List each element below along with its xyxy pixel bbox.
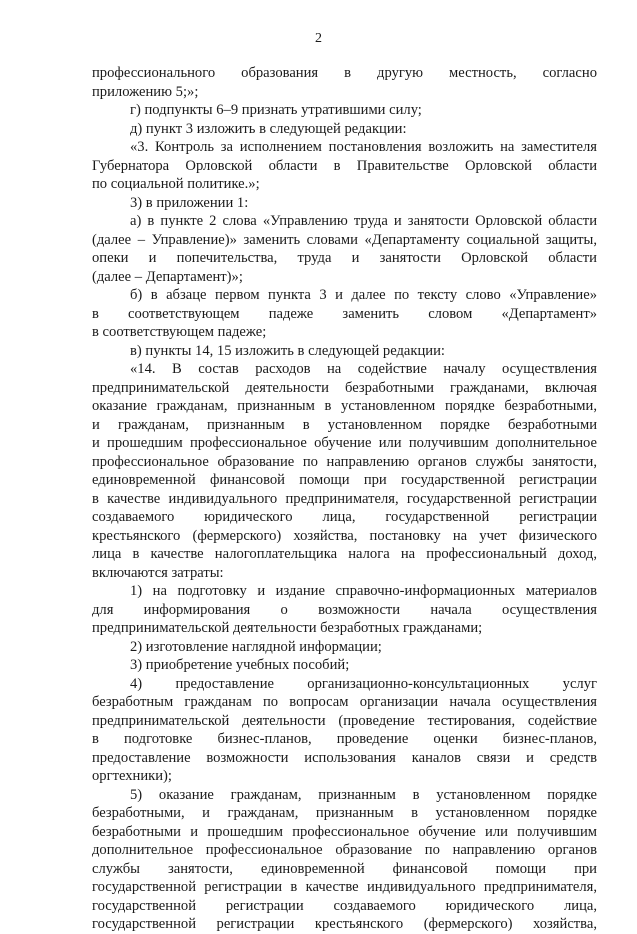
text-line: «14. В состав расходов на содействие началу осуществления xyxy=(130,361,597,377)
text-line: (далее – Департамент)»; xyxy=(92,268,243,285)
text-line: 3) в приложении 1: xyxy=(130,194,249,211)
text-line: в качестве индивидуального предпринимателя, государственной регистрации xyxy=(92,490,597,507)
text-line: 4) предоставление организационно-консультационных услуг xyxy=(130,675,597,692)
text-line: дополнительное профессиональное образование по направлению органов xyxy=(92,842,597,858)
text-line: а) в пункте 2 слова «Управлению труда и занятости Орловской области xyxy=(130,213,597,229)
text-line: службы занятости, единовременной финансовой помощи при xyxy=(92,860,597,877)
text-line: профессионального образования в другую местность, согласно xyxy=(92,65,597,81)
text-line: в соответствующем падеже заменить словом «Департамент» xyxy=(92,305,597,322)
text-line: в подготовке бизнес-планов, проведение оценки бизнес-планов, xyxy=(92,731,597,747)
page-number: 2 xyxy=(315,31,322,46)
text-line: оргтехники); xyxy=(92,768,172,784)
text-line: 3) приобретение учебных пособий; xyxy=(130,657,350,673)
text-line: предпринимательской деятельности (проведение тестирования, содействие xyxy=(92,712,597,729)
text-line: «3. Контроль за исполнением постановления возложить на заместителя xyxy=(130,139,597,155)
text-line: б) в абзаце первом пункта 3 и далее по тексту слово «Управление» xyxy=(130,287,597,303)
text-line: оказание гражданам, признанным в установленном порядке безработными, xyxy=(92,398,597,414)
text-line: опеки и попечительства, труда и занятости Орловской области xyxy=(92,250,597,266)
text-line: предпринимательской деятельности безработными гражданами, включая xyxy=(92,379,597,396)
text-line: в соответствующем падеже; xyxy=(92,324,267,340)
text-line: предпринимательской деятельности безработных гражданами; xyxy=(92,620,483,636)
text-line: безработными, и гражданам, признанным в установленном порядке xyxy=(92,805,597,821)
text-line: профессиональное образование по направлению органов службы занятости, xyxy=(92,453,597,470)
text-line: в) пункты 14, 15 изложить в следующей редакции: xyxy=(130,342,445,359)
text-line: и гражданам, признанным в установленном порядке безработными xyxy=(92,416,597,433)
text-line: крестьянского (фермерского) хозяйства, постановку на учет физического xyxy=(92,527,597,544)
text-line: приложению 5;»; xyxy=(92,83,199,100)
text-line: лица в качестве налогоплательщика налога на профессиональный доход, xyxy=(92,546,597,562)
text-line: государственной регистрации в качестве индивидуального предпринимателя, xyxy=(92,879,597,895)
text-line: предоставление возможности использования каналов связи и средств xyxy=(92,749,597,766)
text-line: безработным гражданам по вопросам организации начала осуществления xyxy=(92,694,597,710)
text-line: д) пункт 3 изложить в следующей редакции: xyxy=(130,120,407,137)
text-line: единовременной финансовой помощи при государственной регистрации xyxy=(92,472,597,488)
text-line: включаются затраты: xyxy=(92,564,224,581)
document-body xyxy=(92,64,597,934)
text-line: по социальной политике.»; xyxy=(92,176,260,192)
text-line: государственной регистрации крестьянского (фермерского) хозяйства, xyxy=(92,916,597,932)
text-line: и прошедшим профессиональное обучение или получившим дополнительное xyxy=(92,435,597,451)
text-line: 5) оказание гражданам, признанным в установленном порядке xyxy=(130,786,597,803)
text-line: (далее – Управление)» заменить словами «Департаменту социальной защиты, xyxy=(92,231,597,248)
text-line: Губернатора Орловской области в Правительстве Орловской области xyxy=(92,157,597,174)
text-line: безработными и прошедшим профессиональное обучение или получившим xyxy=(92,823,597,840)
text-line: 1) на подготовку и издание справочно-информационных материалов xyxy=(130,583,597,599)
text-line: государственной регистрации создаваемого юридического лица, xyxy=(92,897,597,914)
text-line: для информирования о возможности начала осуществления xyxy=(92,601,597,618)
text-line: создаваемого юридического лица, государственной регистрации xyxy=(92,509,597,525)
text-line: 2) изготовление наглядной информации; xyxy=(130,638,382,655)
text-line: г) подпункты 6–9 признать утратившими силу; xyxy=(130,102,422,118)
